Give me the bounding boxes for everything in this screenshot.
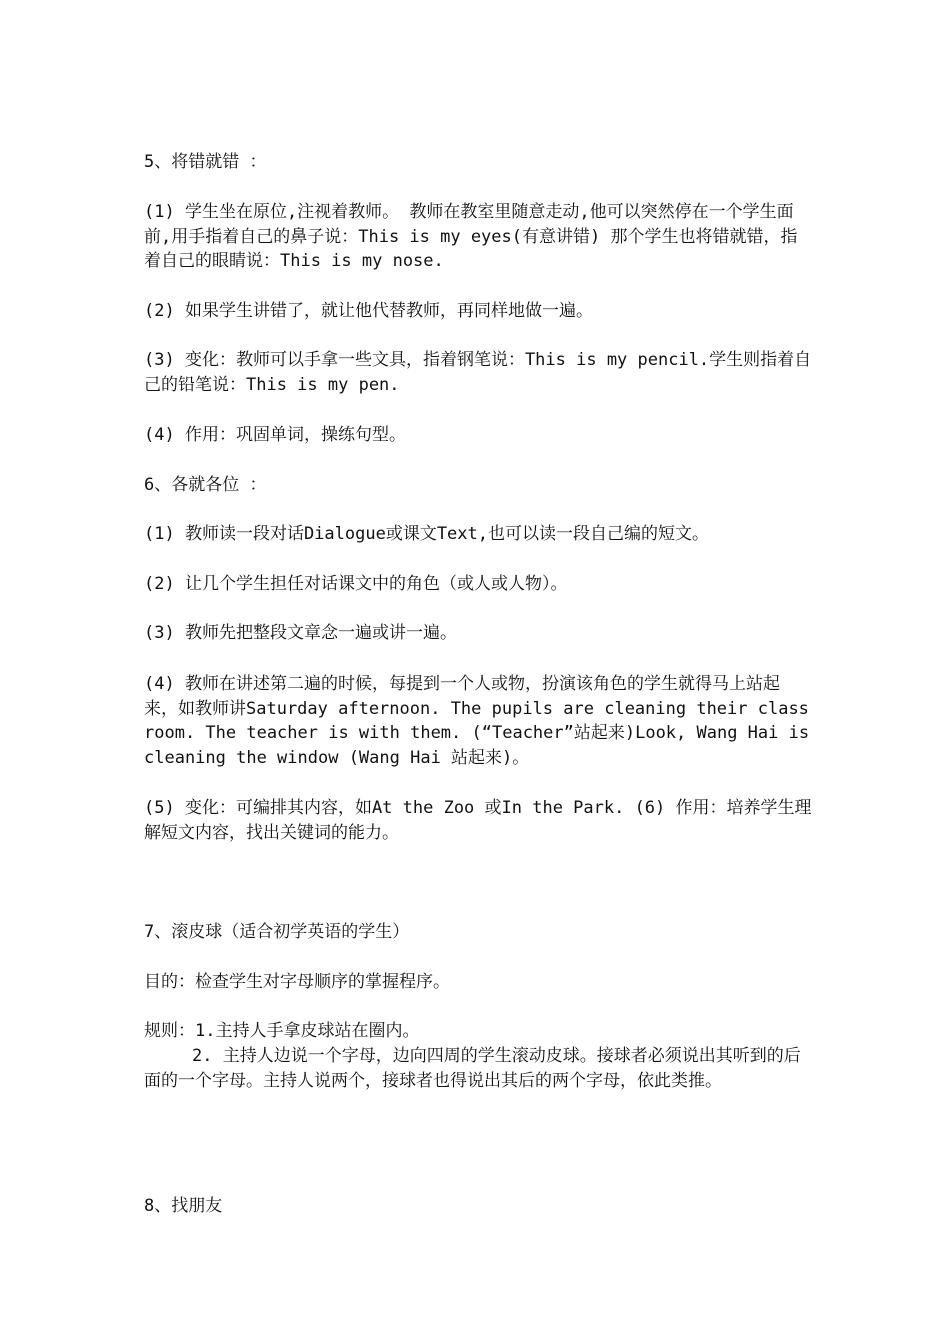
- section-6-item-2: (2) 让几个学生担任对话课文中的角色（或人或人物）。: [144, 574, 568, 594]
- section-5-item-3: (3) 变化：教师可以手拿一些文具，指着钢笔说：This is my pencil.学生则指着自己的铅笔说：This is my pen.: [144, 350, 812, 395]
- section-7-rule-1: 规则：1.主持人手拿皮球站在圈内。: [144, 1021, 420, 1041]
- section-5-item-2: (2) 如果学生讲错了，就让他代替教师，再同样地做一遍。: [144, 301, 593, 321]
- section-6-title: 6、各就各位 ：: [144, 475, 267, 495]
- section-7-title: 7、滚皮球（适合初学英语的学生）: [144, 922, 410, 942]
- section-8-title: 8、找朋友: [144, 1196, 223, 1216]
- section-5-title: 5、将错就错 ：: [144, 152, 267, 172]
- section-6-item-1: (1) 教师读一段对话Dialogue或课文Text,也可以读一段自己编的短文。: [144, 524, 709, 544]
- section-6-item-4: (4) 教师在讲述第二遍的时候，每提到一个人或物，扮演该角色的学生就得马上站起来，如教师讲Saturday afternoon. The pupils are cleaning their classroom. The teacher is with them. (“Teacher”站起来)Look, Wang Hai is cleaning the window (Wang Hai 站起来)。: [144, 674, 810, 768]
- section-7-rule-2: 2. 主持人边说一个字母，边向四周的学生滚动皮球。接球者必须说出其听到的后面的一个字母。主持人说两个，接球者也得说出其后的两个字母，依此类推。: [144, 1046, 801, 1091]
- section-6-item-3: (3) 教师先把整段文章念一遍或讲一遍。: [144, 623, 457, 643]
- section-6-item-5: (5) 变化：可编排其内容，如At the Zoo 或In the Park. (6) 作用：培养学生理解短文内容，找出关键词的能力。: [144, 798, 812, 843]
- section-5-item-1: (1) 学生坐在原位,注视着教师。 教师在教室里随意走动,他可以突然停在一个学生面前,用手指着自己的鼻子说：This is my eyes(有意讲错) 那个学生也将错就错，指着自己的眼睛说：This is my nose.: [144, 202, 798, 272]
- section-7-purpose: 目的：检查学生对字母顺序的掌握程序。: [144, 972, 450, 992]
- section-5-item-4: (4) 作用：巩固单词，操练句型。: [144, 425, 406, 445]
